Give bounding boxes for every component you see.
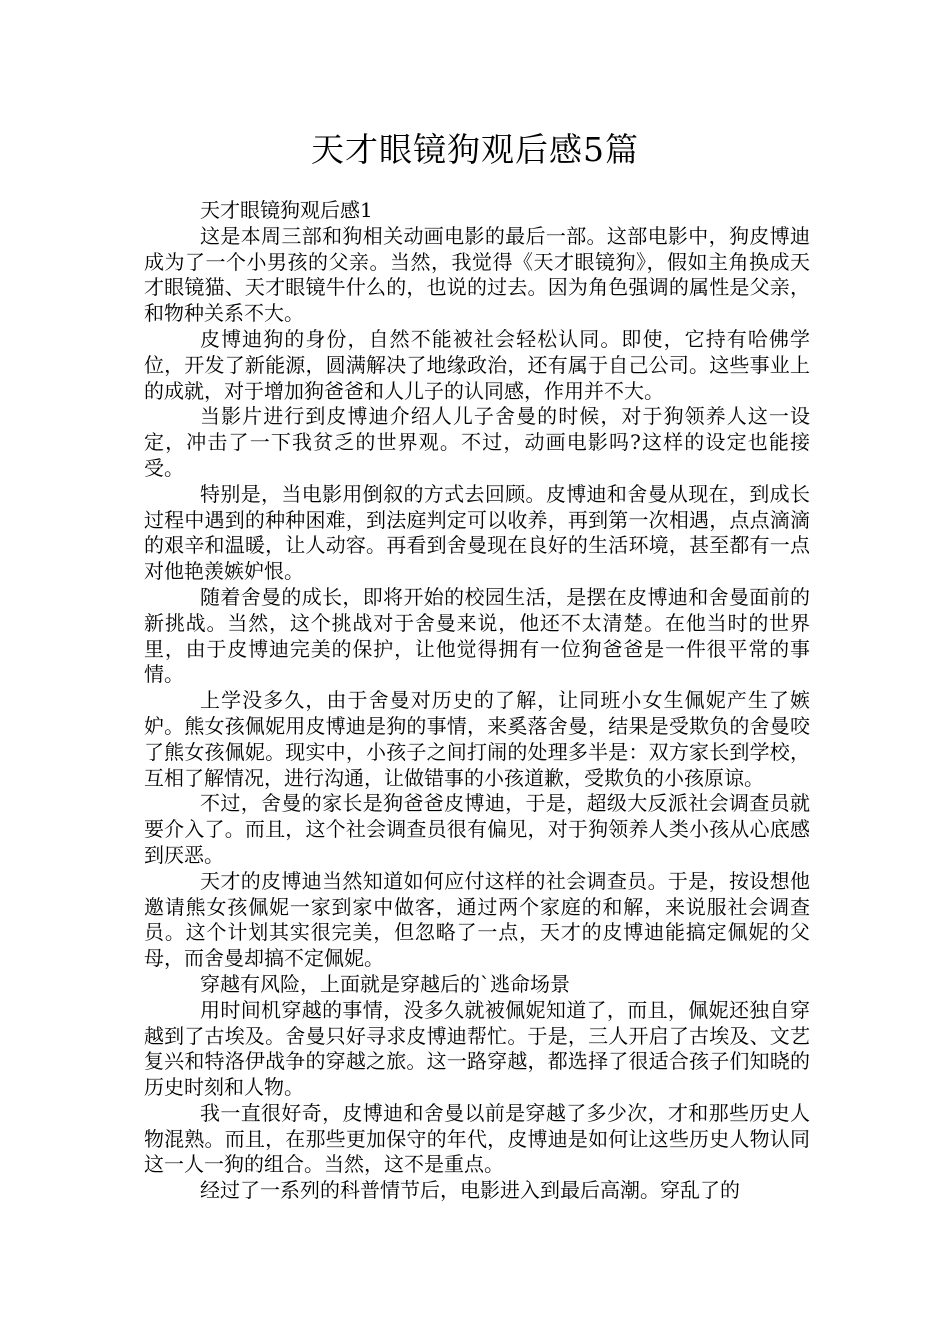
paragraph: 这是本周三部和狗相关动画电影的最后一部。这部电影中，狗皮博迪成为了一个小男孩的父亲。当然，我觉得《天才眼镜狗》，假如主角换成天才眼镜猫、天才眼镜牛什么的，也说的过去。因为角色强调的属性是父亲，和物种关系不大。 bbox=[144, 223, 810, 326]
paragraph: 经过了一系列的科普情节后，电影进入到最后高潮。穿乱了的 bbox=[200, 1178, 740, 1203]
paragraph: 当影片进行到皮博迪介绍人儿子舍曼的时候，对于狗领养人这一设定，冲击了一下我贫乏的世界观。不过，动画电影吗?这样的设定也能接受。 bbox=[144, 404, 810, 480]
paragraph: 穿越有风险，上面就是穿越后的`逃命场景 bbox=[200, 971, 570, 996]
paragraph: 不过，舍曼的家长是狗爸爸皮博迪，于是，超级大反派社会调查员就要介入了。而且，这个社会调查员很有偏见，对于狗领养人类小孩从心底感到厌恶。 bbox=[144, 791, 810, 867]
paragraph: 用时间机穿越的事情，没多久就被佩妮知道了，而且，佩妮还独自穿越到了古埃及。舍曼只好寻求皮博迪帮忙。于是，三人开启了古埃及、文艺复兴和特洛伊战争的穿越之旅。这一路穿越，都选择了很适合孩子们知晓的历史时刻和人物。 bbox=[144, 997, 810, 1100]
paragraph: 上学没多久，由于舍曼对历史的了解，让同班小女生佩妮产生了嫉妒。熊女孩佩妮用皮博迪是狗的事情，来奚落舍曼，结果是受欺负的舍曼咬了熊女孩佩妮。现实中，小孩子之间打闹的处理多半是：双方家长到学校，互相了解情况，进行沟通，让做错事的小孩道歉，受欺负的小孩原谅。 bbox=[144, 688, 810, 790]
page-title: 天才眼镜狗观后感5篇 bbox=[311, 130, 639, 169]
paragraph: 特别是，当电影用倒叙的方式去回顾。皮博迪和舍曼从现在，到成长过程中遇到的种种困难，到法庭判定可以收养，再到第一次相遇，点点滴滴的艰辛和温暖，让人动容。再看到舍曼现在良好的生活环境，甚至都有一点对他艳羡嫉妒恨。 bbox=[144, 481, 810, 584]
paragraph: 皮博迪狗的身份，自然不能被社会轻松认同。即使，它持有哈佛学位，开发了新能源，圆满解决了地缘政治，还有属于自己公司。这些事业上的成就，对于增加狗爸爸和人儿子的认同感，作用并不大。 bbox=[144, 326, 810, 403]
article-body bbox=[144, 198, 810, 1204]
paragraph: 我一直很好奇，皮博迪和舍曼以前是穿越了多少次，才和那些历史人物混熟。而且，在那些更加保守的年代，皮博迪是如何让这些历史人物认同这一人一狗的组合。当然，这不是重点。 bbox=[144, 1100, 810, 1177]
paragraph: 随着舍曼的成长，即将开始的校园生活，是摆在皮博迪和舍曼面前的新挑战。当然，这个挑战对于舍曼来说，他还不太清楚。在他当时的世界里，由于皮博迪完美的保护，让他觉得拥有一位狗爸爸是一件很平常的事情。 bbox=[144, 584, 810, 687]
subtitle-heading: 天才眼镜狗观后感1 bbox=[200, 198, 373, 222]
paragraph: 天才的皮博迪当然知道如何应付这样的社会调查员。于是，按设想他邀请熊女孩佩妮一家到家中做客，通过两个家庭的和解，来说服社会调查员。这个计划其实很完美，但忽略了一点，天才的皮博迪能搞定佩妮的父母，而舍曼却搞不定佩妮。 bbox=[144, 868, 810, 971]
